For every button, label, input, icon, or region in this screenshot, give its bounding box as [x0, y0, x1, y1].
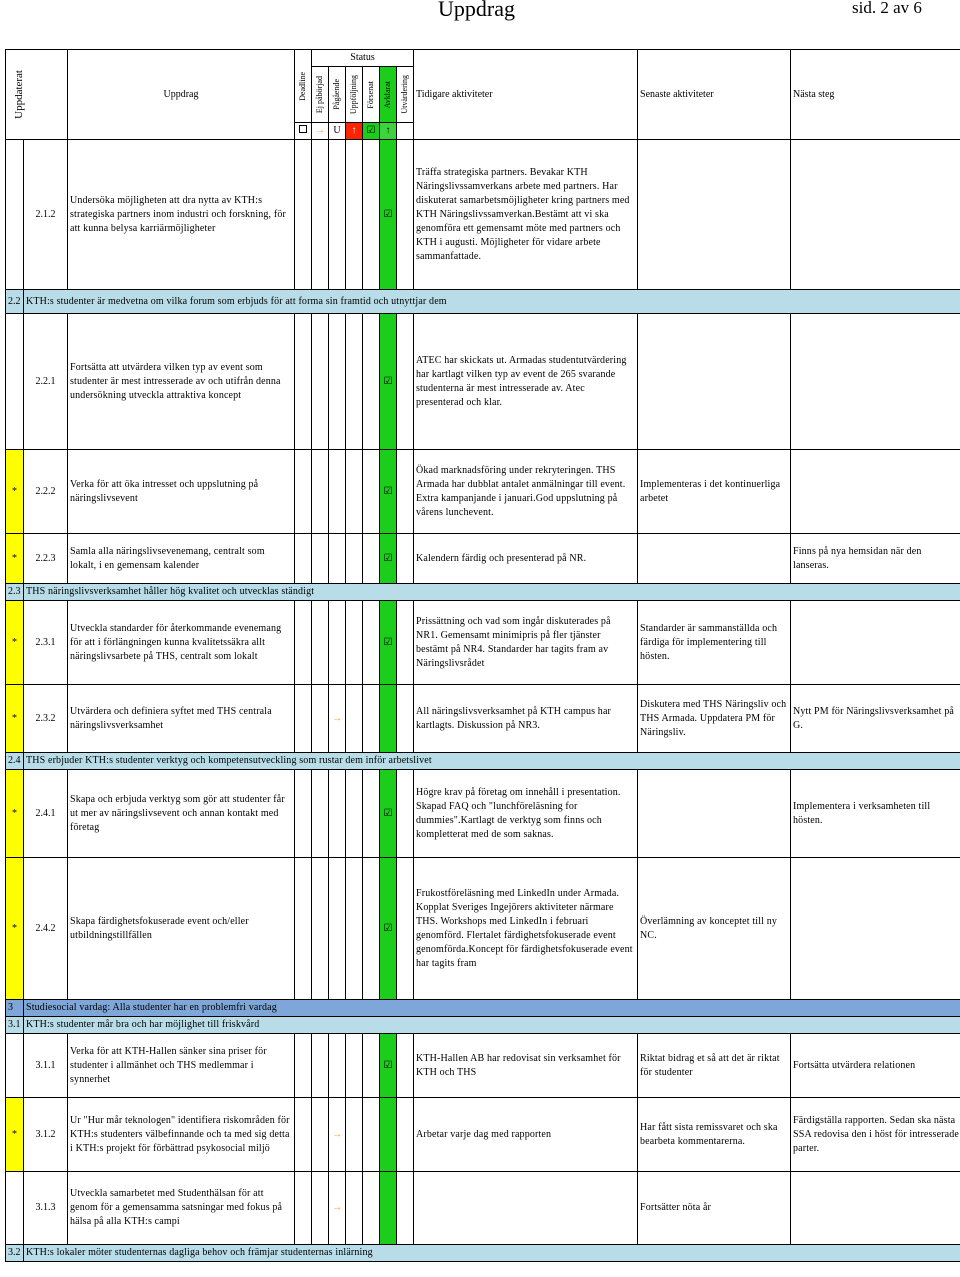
updated-marker: * [6, 770, 24, 858]
task-number: 2.2.2 [24, 450, 68, 534]
status-cell [329, 450, 346, 534]
previous-activities: All näringslivsverksamhet på KTH campus har kartlagts. Diskussion på NR3. [414, 685, 638, 753]
status-cell [312, 450, 329, 534]
empty-box-icon [299, 125, 307, 133]
deadline-cell [295, 770, 312, 858]
page-number: sid. 2 av 6 [852, 0, 922, 17]
previous-activities: Träffa strategiska partners. Bevakar KTH Näringslivssamverkans arbete med partners. Har diskuterat samarbetsmöjligheter kring partners med KTH Näringslivssamverkan.Bestämt att vi ska genomföra ett gemensamt möte med partners och KTH i augusti. Möjligheter för vidare arbete sammanfattade. [414, 140, 638, 290]
updated-marker: * [6, 685, 24, 753]
status-cell [329, 858, 346, 1000]
updated-marker: * [6, 858, 24, 1000]
task-description: Skapa och erbjuda verktyg som gör att studenter får ut mer av näringslivsevent och annan kontakt med företag [68, 770, 295, 858]
task-row [6, 858, 960, 1000]
status-cell [380, 1098, 397, 1172]
task-row [6, 534, 960, 584]
arrow-right-icon: → [332, 1202, 342, 1213]
status-cell [346, 770, 363, 858]
status-cell [329, 685, 346, 753]
col-header-updated: Uppdaterat [6, 50, 68, 140]
updated-marker [6, 1034, 24, 1098]
deadline-cell [295, 140, 312, 290]
status-cell [312, 770, 329, 858]
status-cell [380, 770, 397, 858]
previous-activities: Kalendern färdig och presenterad på NR. [414, 534, 638, 584]
section-row [6, 290, 960, 314]
status-cell [363, 685, 380, 753]
status-col-done: Avklarat [380, 67, 397, 123]
updated-marker [6, 140, 24, 290]
next-steps: Fortsätta utvärdera relationen [791, 1034, 960, 1098]
status-cell [397, 858, 414, 1000]
latest-activities [638, 140, 791, 290]
status-cell [397, 685, 414, 753]
task-description: Ur "Hur mår teknologen" identifiera riskområden för KTH:s studenters välbefinnande och ta med sig detta i KTH:s projekt för förbättrad psykosocial miljö [68, 1098, 295, 1172]
status-cell [397, 450, 414, 534]
updated-marker: * [6, 601, 24, 685]
status-cell [397, 140, 414, 290]
arrow-up-icon: ↑ [351, 125, 357, 136]
status-cell [380, 140, 397, 290]
status-cell [363, 140, 380, 290]
status-cell [380, 858, 397, 1000]
checkbox-checked-icon: ☑ [383, 922, 393, 934]
task-description: Utveckla standarder för återkommande evenemang för att i förlängningen kunna kvalitetssäkra allt näringslivsarbete på THS, centralt som lokalt [68, 601, 295, 685]
task-row [6, 140, 960, 290]
status-cell [329, 1098, 346, 1172]
deadline-cell [295, 314, 312, 450]
deadline-cell [295, 1098, 312, 1172]
arrow-right-icon: → [332, 712, 342, 724]
previous-activities: ATEC har skickats ut. Armadas studentutvärdering har kartlagt vilken typ av event de 265 svarande studenterna är mest intresserade av. Atec presenterad och klar. [414, 314, 638, 450]
status-cell [312, 601, 329, 685]
task-row [6, 1034, 960, 1098]
status-cell [397, 1172, 414, 1245]
status-col-ongoing: Pågående [329, 67, 346, 123]
section-title: KTH:s lokaler möter studenternas dagliga behov och främjar studenternas inlärning [24, 1245, 960, 1262]
previous-activities: Prissättning och vad som ingår diskuterades på NR1. Gemensamt minimipris på fler tjänster bestämt på NR4. Standarder har tagits fram av Näringslivsrådet [414, 601, 638, 685]
next-steps: Nytt PM för Näringslivsverksamhet på G. [791, 685, 960, 753]
task-row [6, 450, 960, 534]
status-cell [380, 534, 397, 584]
task-description: Fortsätta att utvärdera vilken typ av event som studenter är mest intresserade av och utifrån denna undersökning utveckla attraktiva koncept [68, 314, 295, 450]
next-steps [791, 601, 960, 685]
status-cell [363, 534, 380, 584]
updated-marker: * [6, 450, 24, 534]
status-cell [312, 1034, 329, 1098]
status-cell [397, 770, 414, 858]
task-description: Verka för att öka intresset och uppslutning på näringslivsevent [68, 450, 295, 534]
next-steps: Finns på nya hemsidan när den lanseras. [791, 534, 960, 584]
status-cell [380, 1034, 397, 1098]
section-number: 3.2 [6, 1245, 24, 1262]
col-header-deadline: Deadline [295, 50, 312, 123]
legend-delayed [346, 123, 363, 140]
section-row [6, 1000, 960, 1017]
status-cell [380, 601, 397, 685]
arrow-up-icon: ↑ [385, 125, 391, 136]
latest-activities: Standarder är sammanställda och färdiga för implementering till hösten. [638, 601, 791, 685]
previous-activities [414, 1172, 638, 1245]
previous-activities: Ökad marknadsföring under rekryteringen. THS Armada har dubblat antalet anmälningar till event. Extra kampanjande i januari.God uppslutning på vårens lunchevent. [414, 450, 638, 534]
next-steps: Implementera i verksamheten till hösten. [791, 770, 960, 858]
status-cell [380, 314, 397, 450]
latest-activities [638, 534, 791, 584]
deadline-cell [295, 685, 312, 753]
checkbox-checked-icon: ☑ [383, 485, 393, 497]
section-row [6, 1245, 960, 1262]
status-cell [312, 534, 329, 584]
task-table [5, 49, 960, 1262]
status-cell [380, 450, 397, 534]
task-row [6, 1098, 960, 1172]
checkbox-checked-icon: ☑ [366, 125, 376, 136]
status-cell [329, 1172, 346, 1245]
status-group-header: Status [312, 50, 414, 67]
col-header-previous: Tidigare aktiviteter [414, 50, 638, 140]
legend-not-started [295, 123, 312, 140]
status-cell [312, 1172, 329, 1245]
status-cell [346, 1098, 363, 1172]
status-cell [312, 685, 329, 753]
status-cell [329, 314, 346, 450]
checkbox-checked-icon: ☑ [383, 552, 393, 564]
task-row [6, 1172, 960, 1245]
next-steps [791, 140, 960, 290]
status-cell [346, 1034, 363, 1098]
task-number: 2.4.1 [24, 770, 68, 858]
status-cell [346, 601, 363, 685]
task-number: 3.1.2 [24, 1098, 68, 1172]
header-row-1 [6, 50, 960, 67]
task-number: 2.1.2 [24, 140, 68, 290]
status-cell [363, 1034, 380, 1098]
arrow-right-icon: → [315, 125, 325, 136]
status-cell [380, 685, 397, 753]
deadline-cell [295, 450, 312, 534]
status-cell [397, 314, 414, 450]
section-number: 3.1 [6, 1017, 24, 1034]
task-row [6, 770, 960, 858]
previous-activities: Frukostföreläsning med LinkedIn under Armada. Kopplat Sveriges Ingejörers aktiviteter närmare THS. Workshops med LinkedIn i februari genomförd. Flertalet färdighetsfokuserade event genomförda.Koncept för färdighetsfokuserade event har tagits fram [414, 858, 638, 1000]
status-cell [397, 1034, 414, 1098]
task-number: 3.1.3 [24, 1172, 68, 1245]
section-row [6, 753, 960, 770]
status-cell [363, 314, 380, 450]
status-cell [397, 601, 414, 685]
previous-activities: KTH-Hallen AB har redovisat sin verksamhet för KTH och THS [414, 1034, 638, 1098]
arrow-right-icon: → [332, 1128, 342, 1140]
status-col-evaluation: Utvärdering [397, 67, 414, 123]
status-cell [346, 685, 363, 753]
task-description: Samla alla näringslivsevenemang, centralt som lokalt, i en gemensam kalender [68, 534, 295, 584]
latest-activities: Diskutera med THS Näringsliv och THS Armada. Uppdatera PM för Näringsliv. [638, 685, 791, 753]
status-cell [329, 1034, 346, 1098]
status-cell [363, 450, 380, 534]
task-description: Verka för att KTH-Hallen sänker sina priser för studenter i allmänhet och THS medlemmar i synnerhet [68, 1034, 295, 1098]
status-cell [346, 858, 363, 1000]
latest-activities: Fortsätter nöta år [638, 1172, 791, 1245]
checkbox-checked-icon: ☑ [383, 208, 393, 220]
task-number: 2.4.2 [24, 858, 68, 1000]
status-cell [363, 1098, 380, 1172]
legend-evaluation [380, 123, 397, 140]
latest-activities: Har fått sista remissvaret och ska bearbeta kommentarerna. [638, 1098, 791, 1172]
legend-done [363, 123, 380, 140]
next-steps [791, 1172, 960, 1245]
status-cell [312, 1098, 329, 1172]
deadline-cell [295, 1172, 312, 1245]
section-title: THS erbjuder KTH:s studenter verktyg och kompetensutveckling som rustar dem inför arbetslivet [24, 753, 960, 770]
checkbox-checked-icon: ☑ [383, 1059, 393, 1071]
status-cell [363, 1172, 380, 1245]
deadline-cell [295, 858, 312, 1000]
status-cell [380, 1172, 397, 1245]
previous-activities: Högre krav på företag om innehåll i presentation. Skapad FAQ och "lunchföreläsning for dummies".Kartlagt de verktyg som finns och kompletterat med de som saknas. [414, 770, 638, 858]
status-cell [363, 770, 380, 858]
col-header-latest: Senaste aktiviteter [638, 50, 791, 140]
status-cell [397, 534, 414, 584]
status-cell [363, 858, 380, 1000]
section-number: 3 [6, 1000, 24, 1017]
section-row [6, 584, 960, 601]
col-header-next: Nästa steg [791, 50, 960, 140]
task-number: 2.2.3 [24, 534, 68, 584]
section-number: 2.3 [6, 584, 24, 601]
section-title: KTH:s studenter mår bra och har möjlighet till friskvård [24, 1017, 960, 1034]
status-cell [312, 314, 329, 450]
next-steps [791, 858, 960, 1000]
latest-activities [638, 770, 791, 858]
status-col-followup: Uppföljning [346, 67, 363, 123]
deadline-cell [295, 1034, 312, 1098]
task-description: Skapa färdighetsfokuserade event och/eller utbildningstillfällen [68, 858, 295, 1000]
legend-followup: U [329, 123, 346, 140]
status-cell [346, 1172, 363, 1245]
task-number: 2.2.1 [24, 314, 68, 450]
updated-marker [6, 314, 24, 450]
section-number: 2.2 [6, 290, 24, 314]
task-number: 3.1.1 [24, 1034, 68, 1098]
status-cell [346, 314, 363, 450]
section-title: KTH:s studenter är medvetna om vilka forum som erbjuds för att forma sin framtid och utnyttjar dem [24, 290, 960, 314]
status-cell [312, 858, 329, 1000]
task-number: 2.3.1 [24, 601, 68, 685]
checkbox-checked-icon: ☑ [383, 375, 393, 387]
status-col-not-started: Ej påbörjad [312, 67, 329, 123]
checkbox-checked-icon: ☑ [383, 636, 393, 648]
checkbox-checked-icon: ☑ [383, 807, 393, 819]
legend-ongoing [312, 123, 329, 140]
latest-activities [638, 314, 791, 450]
status-col-delayed: Försenat [363, 67, 380, 123]
task-row [6, 685, 960, 753]
next-steps [791, 314, 960, 450]
task-description: Undersöka möjligheten att dra nytta av KTH:s strategiska partners inom industri och forskning, för att kunna belysa karriärmöjligheter [68, 140, 295, 290]
latest-activities: Riktat bidrag et så att det är riktat för studenter [638, 1034, 791, 1098]
status-cell [329, 140, 346, 290]
status-cell [346, 140, 363, 290]
status-cell [346, 450, 363, 534]
status-cell [329, 770, 346, 858]
task-row [6, 601, 960, 685]
status-cell [397, 1098, 414, 1172]
page-title: Uppdrag [438, 0, 515, 21]
status-cell [363, 601, 380, 685]
status-cell [312, 140, 329, 290]
section-title: Studiesocial vardag: Alla studenter har en problemfri vardag [24, 1000, 960, 1017]
updated-marker: * [6, 1098, 24, 1172]
latest-activities: Implementeras i det kontinuerliga arbetet [638, 450, 791, 534]
task-number: 2.3.2 [24, 685, 68, 753]
section-number: 2.4 [6, 753, 24, 770]
col-header-task: Uppdrag [68, 50, 295, 140]
task-description: Utvärdera och definiera syftet med THS centrala näringslivsverksamhet [68, 685, 295, 753]
next-steps [791, 450, 960, 534]
updated-marker: * [6, 534, 24, 584]
task-row [6, 314, 960, 450]
previous-activities: Arbetar varje dag med rapporten [414, 1098, 638, 1172]
status-cell [329, 601, 346, 685]
status-cell [329, 534, 346, 584]
updated-marker [6, 1172, 24, 1245]
deadline-cell [295, 601, 312, 685]
deadline-cell [295, 534, 312, 584]
section-title: THS näringslivsverksamhet håller hög kvalitet och utvecklas ständigt [24, 584, 960, 601]
status-cell [346, 534, 363, 584]
latest-activities: Överlämning av konceptet till ny NC. [638, 858, 791, 1000]
section-row [6, 1017, 960, 1034]
next-steps: Färdigställa rapporten. Sedan ska nästa SSA redovisa den i höst för intresserade parter. [791, 1098, 960, 1172]
task-description: Utveckla samarbetet med Studenthälsan för att genom för a gemensamma satsningar med fokus på hälsa på alla KTH:s campi [68, 1172, 295, 1245]
